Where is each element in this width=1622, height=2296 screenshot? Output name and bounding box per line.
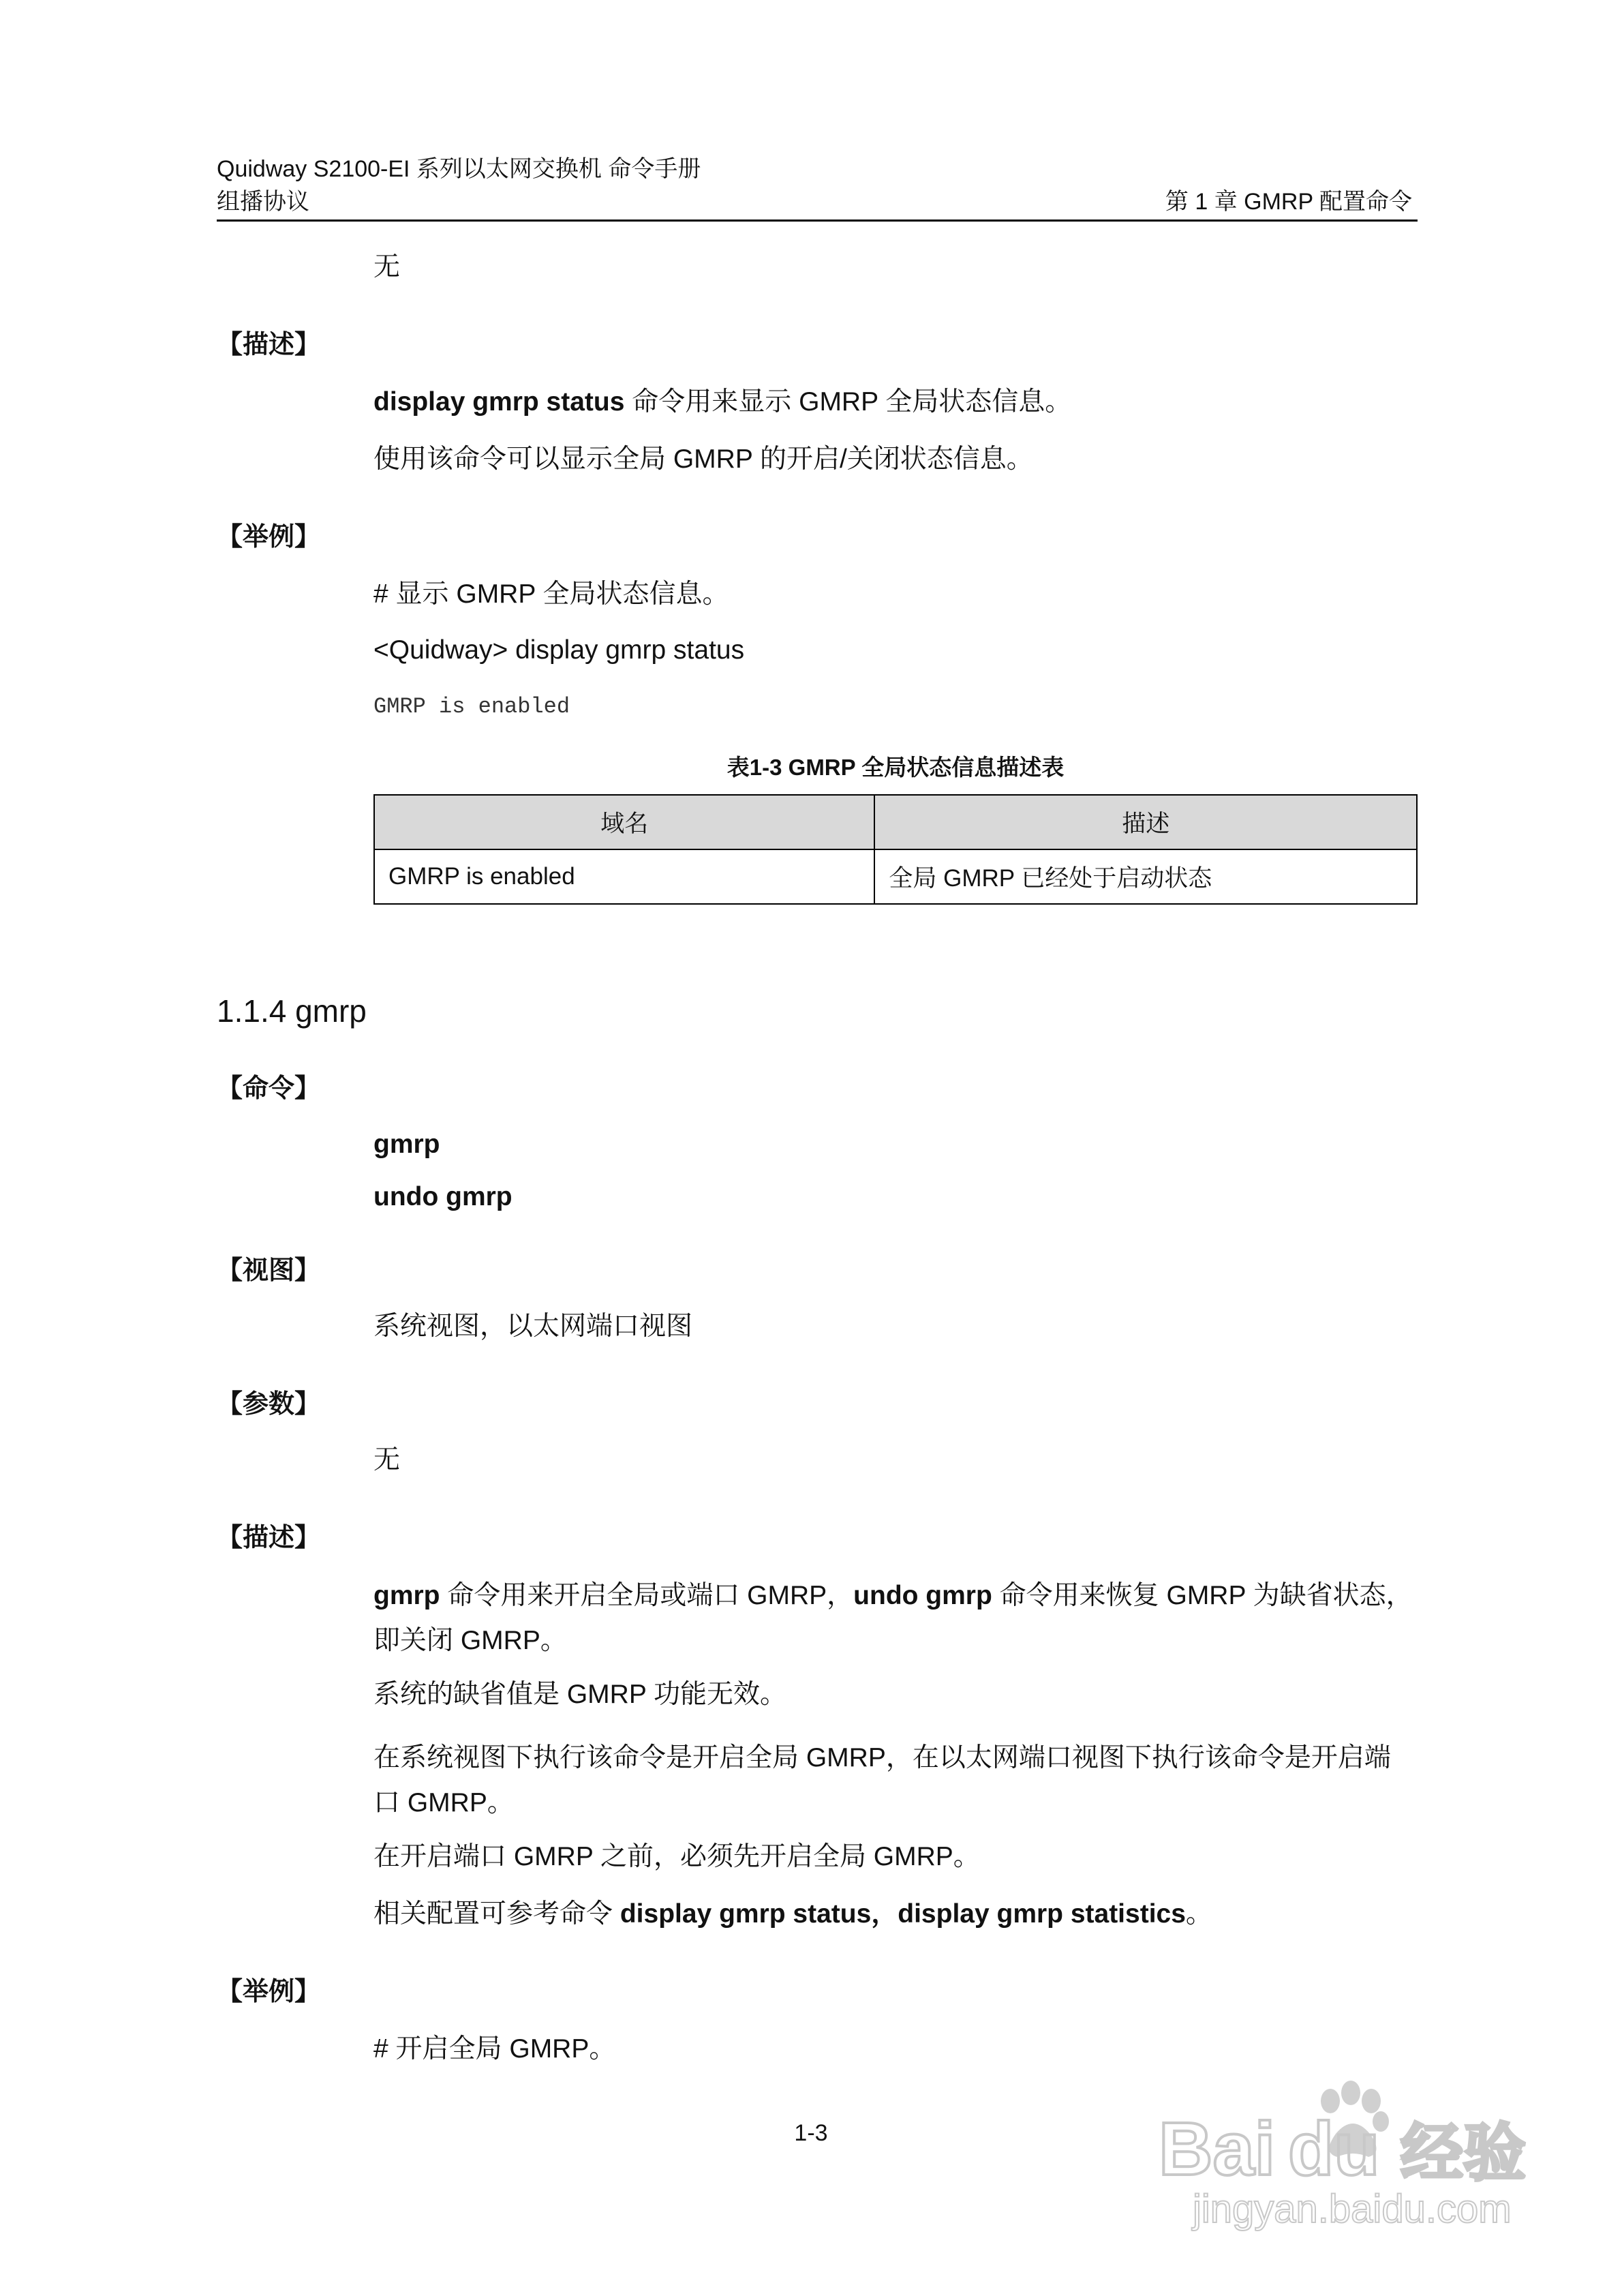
desc-p1-text-2: 命令用来恢复 GMRP 为缺省状态，即关闭 GMRP。 (373, 1581, 1413, 1655)
desc-p5-text: 相关配置可参考命令 (373, 1899, 620, 1929)
view-value: 系统视图，以太网端口视图 (373, 1312, 693, 1341)
param-value: 无 (373, 1445, 401, 1475)
table-cell-desc: 全局 GMRP 已经处于启动状态 (874, 849, 1417, 904)
svg-text:经验: 经验 (1401, 2117, 1527, 2190)
gmrp-desc-p3: 在系统视图下执行该命令是开启全局 GMRP，在以太网端口视图下执行该命令是开启端口 GMRP。 (373, 1743, 1391, 1817)
header-chapter: 第 1 章 GMRP 配置命令 (1165, 189, 1412, 215)
gmrp-desc-p4: 在开启端口 GMRP 之前，必须先开启全局 GMRP。 (373, 1842, 980, 1871)
table-header-field: 域名 (374, 795, 874, 849)
view-heading: 【视图】 (217, 1256, 321, 1285)
gmrp-desc-p1 (373, 1573, 1416, 1663)
desc-line-1-rest: 命令用来显示 GMRP 全局状态信息。 (624, 387, 1072, 417)
example-heading: 【举例】 (217, 523, 321, 552)
desc-p5-end: 。 (1185, 1899, 1212, 1929)
table-header-row (374, 795, 1417, 849)
desc-p1-text: 命令用来开启全局或端口 GMRP， (440, 1581, 854, 1610)
svg-text:jingyan.baidu.com: jingyan.baidu.com (1193, 2187, 1512, 2231)
svg-text:du: du (1288, 2107, 1380, 2191)
page-number: 1-3 (794, 2120, 828, 2146)
desc-p5-commands: display gmrp status，display gmrp statistics (619, 1899, 1186, 1929)
baidu-watermark (1152, 2072, 1533, 2236)
header-product: Quidway S2100-EI 系列以太网交换机 命令手册 (217, 156, 701, 182)
desc-line-1 (373, 386, 1071, 419)
desc-p1-cmd: gmrp (373, 1581, 440, 1610)
desc-line-2: 使用该命令可以显示全局 GMRP 的开启/关闭状态信息。 (373, 444, 1033, 474)
gmrp-example-heading: 【举例】 (217, 1978, 321, 2006)
desc-heading: 【描述】 (217, 331, 321, 359)
example-comment: # 显示 GMRP 全局状态信息。 (373, 579, 729, 609)
paw-logo-icon (1152, 2072, 1533, 2236)
gmrp-desc-p2: 系统的缺省值是 GMRP 功能无效。 (373, 1680, 786, 1709)
example-output: GMRP is enabled (373, 694, 570, 719)
table-row (374, 849, 1417, 904)
params-value: 无 (373, 252, 401, 282)
table-header-desc: 描述 (874, 795, 1417, 849)
table-cell-field: GMRP is enabled (374, 849, 874, 904)
table-caption: 表1-3 GMRP 全局状态信息描述表 (726, 755, 1065, 780)
desc-command: display gmrp status (373, 387, 625, 417)
section-title: 1.1.4 gmrp (217, 993, 367, 1029)
example-command: <Quidway> display gmrp status (373, 635, 745, 665)
gmrp-example-comment: # 开启全局 GMRP。 (373, 2034, 616, 2064)
gmrp-desc-p5 (373, 1898, 1212, 1931)
command-heading: 【命令】 (217, 1074, 321, 1103)
status-table (373, 794, 1418, 905)
param-heading: 【参数】 (217, 1390, 321, 1419)
header-section: 组播协议 (217, 189, 309, 215)
gmrp-desc-heading: 【描述】 (217, 1524, 321, 1552)
svg-text:Bai: Bai (1159, 2107, 1276, 2191)
desc-p1-undo-cmd: undo gmrp (853, 1581, 992, 1610)
command-gmrp: gmrp (373, 1130, 440, 1159)
header-rule (217, 220, 1418, 222)
command-undo-gmrp: undo gmrp (373, 1182, 512, 1211)
